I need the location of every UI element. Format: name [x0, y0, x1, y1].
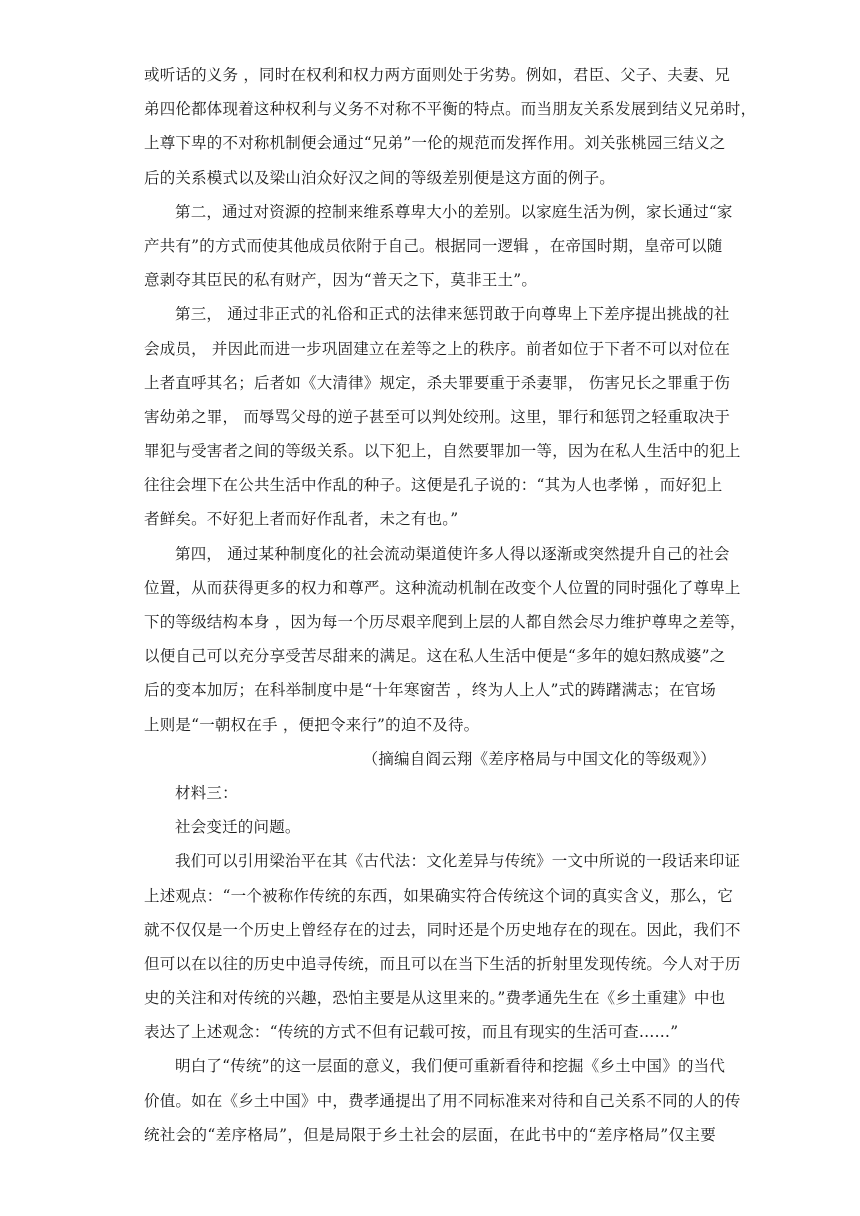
text-section-tradition: [144, 844, 741, 1152]
text-line: 就不仅仅是一个历史上曾经存在的过去，同时还是个历史地存在的现在。因此，我们不: [144, 920, 741, 939]
paragraph: [144, 297, 741, 536]
section-title: 社会变迁的问题。: [175, 818, 301, 837]
citation-line: （摘编自阎云翔《差序格局与中国文化的等级观》）: [362, 749, 716, 768]
text-line: 我们可以引用梁治平在其《古代法：文化差异与传统》一文中所说的一段话来印证: [175, 852, 741, 871]
paragraph: [144, 195, 733, 298]
text-line: 后的关系模式以及梁山泊众好汉之间的等级差别便是这方面的例子。: [144, 168, 616, 187]
paragraph: [144, 844, 741, 1049]
text-line: 罪犯与受害者之间的等级关系。以下犯上，自然要罪加一等，因为在私人生活中的犯上: [144, 442, 741, 461]
text-line: 统社会的“差序格局”，但是局限于乡土社会的层面，在此书中的“差序格局”仅主要: [144, 1125, 716, 1144]
paragraph: [144, 1049, 741, 1152]
text-line: 往往会埋下在公共生活中作乱的种子。这便是孔子说的：“其为人也孝悌 ，而好犯上: [144, 476, 723, 495]
text-line: 上尊下卑的不对称机制便会通过“兄弟”一伦的规范而发挥作用。刘关张桃园三结义之: [144, 134, 726, 153]
text-line: 价值。如在《乡土中国》中，费孝通提出了用不同标准来对待和自己关系不同的人的传: [144, 1091, 741, 1110]
text-line: 或听话的义务 ，同时在权利和权力两方面则处于劣势。例如，君臣、父子、夫妻、兄: [144, 66, 731, 84]
text-line: 上者直呼其名；后者如《大清律》规定，杀夫罪要重于杀妻罪， 伤害兄长之罪重于伤: [144, 373, 731, 392]
text-line: 害幼弟之罪， 而辱骂父母的逆子甚至可以判处绞刑。这里，罪行和惩罚之轻重取决于: [144, 407, 731, 426]
text-line: 后的变本加厉；在科举制度中是“十年寒窗苦 ，终为人上人”式的踌躇满志；在官场: [144, 681, 716, 700]
text-line: 产共有”的方式而使其他成员依附于自己。根据同一逻辑 ，在帝国时期，皇帝可以随: [144, 236, 723, 255]
text-line: 下的等级结构本身 ，因为每一个历尽艰辛爬到上层的人都自然会尽力维护尊卑之差等，: [144, 613, 746, 631]
text-line: 第三， 通过非正式的礼俗和正式的法律来惩罚敢于向尊卑上下差序提出挑战的社: [175, 305, 730, 324]
text-line: 第二，通过对资源的控制来维系尊卑大小的差别。以家庭生活为例，家长通过“家: [175, 202, 733, 221]
paragraph: [144, 58, 757, 195]
text-line: 第四， 通过某种制度化的社会流动渠道使许多人得以逐渐或突然提升自己的社会: [175, 544, 730, 563]
text-line: 意剥夺其臣民的私有财产，因为“普天之下，莫非王土”。: [144, 271, 538, 290]
text-line: 但可以在以往的历史中追寻传统，而且可以在当下生活的折射里发现传统。今人对于历: [144, 954, 741, 973]
material-label: 材料三：: [175, 783, 238, 802]
paragraph: [144, 537, 746, 742]
text-line: 以便自己可以充分享受苦尽甜来的满足。这在私人生活中便是“多年的媳妇熬成婆”之: [144, 647, 726, 666]
text-line: 位置，从而获得更多的权力和尊严。这种流动机制在改变个人位置的同时强化了尊卑上: [144, 578, 741, 597]
text-line: 会成员， 并因此而进一步巩固建立在差等之上的秩序。前者如位于下者不可以对位在: [144, 339, 731, 358]
text-line: 史的关注和对传统的兴趣，恐怕主要是从这里来的。”费孝通先生在《乡土重建》中也: [144, 989, 726, 1008]
text-line: 明白了“传统”的这一层面的意义，我们便可重新看待和挖掘《乡土中国》的当代: [175, 1057, 726, 1076]
text-line: 上述观点：“一个被称作传统的东西，如果确实符合传统这个词的真实含义，那么，它: [144, 886, 734, 905]
text-line: 者鲜矣。不好犯上者而好作乱者，未之有也。”: [144, 510, 459, 529]
text-line: 上则是“一朝权在手 ，便把令来行”的迫不及待。: [144, 715, 480, 734]
text-line: 弟四伦都体现着这种权利与义务不对称不平衡的特点。而当朋友关系发展到结义兄弟时，: [144, 100, 757, 119]
text-line: 表达了上述观念：“传统的方式不但有记载可按，而且有现实的生活可查……”: [144, 1023, 679, 1042]
text-section-hierarchy: [144, 58, 757, 742]
